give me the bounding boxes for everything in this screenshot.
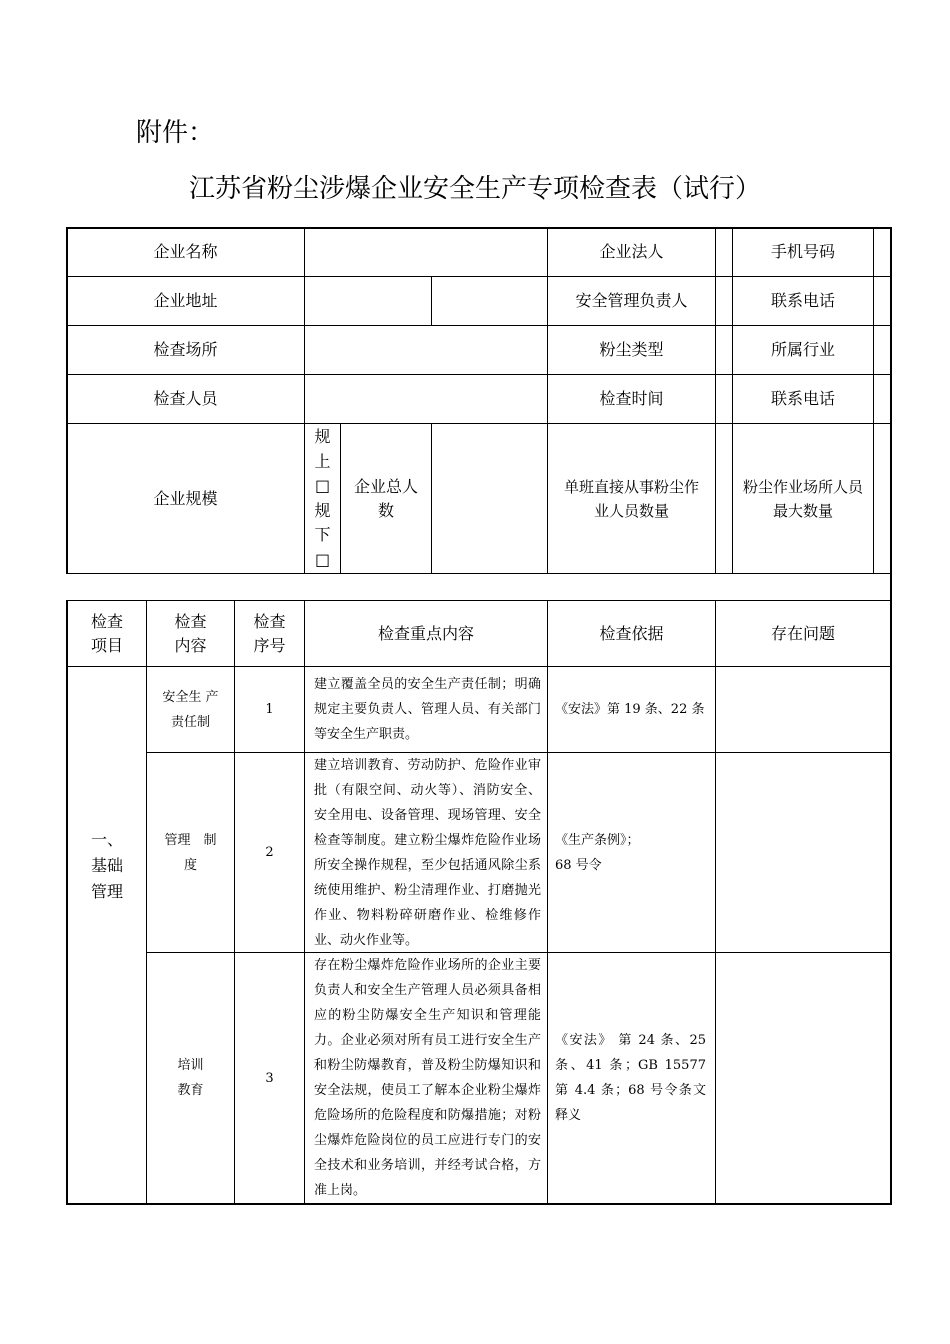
label-dust-type: 粉尘类型 (599, 340, 664, 359)
field-check-site[interactable] (305, 326, 547, 374)
field-address-2[interactable] (432, 277, 547, 325)
document-title: 江苏省粉尘涉爆企业安全生产专项检查表（试行） (188, 174, 761, 204)
field-legal-person[interactable] (716, 228, 732, 276)
label-shift-dust-workers: 单班直接从事粉尘作业人员数量 (563, 477, 699, 520)
row-2-content: 管理 制度 (164, 832, 217, 873)
label-address: 企业地址 (153, 291, 218, 310)
label-scale: 企业规模 (153, 488, 218, 508)
row-3-content: 培训教育 (177, 1058, 204, 1098)
field-company-name[interactable] (305, 228, 547, 276)
section-basic-management: 一、基础管理 (91, 830, 124, 901)
header-basis: 检查依据 (599, 623, 664, 643)
field-total-staff[interactable] (432, 424, 547, 573)
label-mobile: 手机号码 (770, 242, 835, 261)
label-check-site: 检查场所 (153, 340, 218, 359)
label-max-site-workers: 粉尘作业场所人员最大数量 (742, 477, 863, 520)
row-3-key-points: 存在粉尘爆炸危险作业场所的企业主要负责人和安全生产管理人员必须具备相应的粉尘防爆安全生产知识和管理能力。企业必须对所有员工进行安全生产和粉尘防爆教育，普及粉尘防爆知识和安全法规，使员工了解本企业粉尘爆炸危险场所的危险程度和防爆措施；对粉尘爆炸危险岗位的员工应进行专门的安全技术和业务培训，并经考试合格，方准上岗。 (314, 958, 541, 1198)
label-industry: 所属行业 (770, 340, 835, 359)
row-2-basis: 《生产条例》；68 号令 (555, 832, 640, 873)
row-2-key-points: 建立培训教育、劳动防护、危险作业审批（有限空间、动火等）、消防安全、安全用电、设备管理、现场管理、安全检查等制度。建立粉尘爆炸危险作业场所安全操作规程，至少包括通风除尘系统使用维护、粉尘清理作业、打磨抛光作业、物料粉碎研磨作业、检维修作业、动火作业等。 (314, 757, 541, 948)
label-check-time: 检查时间 (599, 389, 664, 408)
field-address-1[interactable] (305, 277, 431, 325)
row-3-basis: 《安法》 第 24 条、25 条、41 条；GB 15577 第 4.4 条；68 号令条文释义 (555, 1033, 706, 1123)
attachment-label: 附件： (136, 118, 215, 148)
header-issues: 存在问题 (770, 623, 835, 643)
label-legal-person: 企业法人 (599, 242, 664, 261)
row-2-seq: 2 (265, 845, 274, 860)
header-seq: 检查序号 (253, 611, 286, 655)
row-1-content: 安全生 产责任制 (162, 689, 219, 730)
header-content: 检查内容 (174, 611, 207, 655)
label-contact-phone-1: 联系电话 (770, 291, 835, 310)
row-1-seq: 1 (265, 702, 274, 717)
row-3-seq: 3 (265, 1070, 274, 1086)
row-1-issues[interactable] (716, 667, 890, 752)
label-inspectors: 检查人员 (153, 389, 218, 408)
row-1-basis: 《安法》第 19 条、22 条 (555, 702, 705, 717)
field-mobile[interactable] (874, 228, 890, 276)
scale-options[interactable]: 规上□规下□ (314, 427, 331, 569)
label-contact-phone-2: 联系电话 (770, 389, 835, 408)
header-item: 检查项目 (90, 611, 123, 655)
header-key-points: 检查重点内容 (377, 623, 474, 643)
row-1-key-points: 建立覆盖全员的安全生产责任制；明确规定主要负责人、管理人员、有关部门等安全生产职责。 (314, 677, 541, 742)
label-company-name: 企业名称 (153, 242, 218, 261)
label-total-staff: 企业总人数 (353, 476, 418, 520)
label-safety-manager: 安全管理负责人 (575, 291, 688, 310)
row-2-issues[interactable] (716, 753, 890, 952)
row-3-issues[interactable] (716, 953, 890, 1203)
field-inspectors[interactable] (305, 375, 547, 423)
